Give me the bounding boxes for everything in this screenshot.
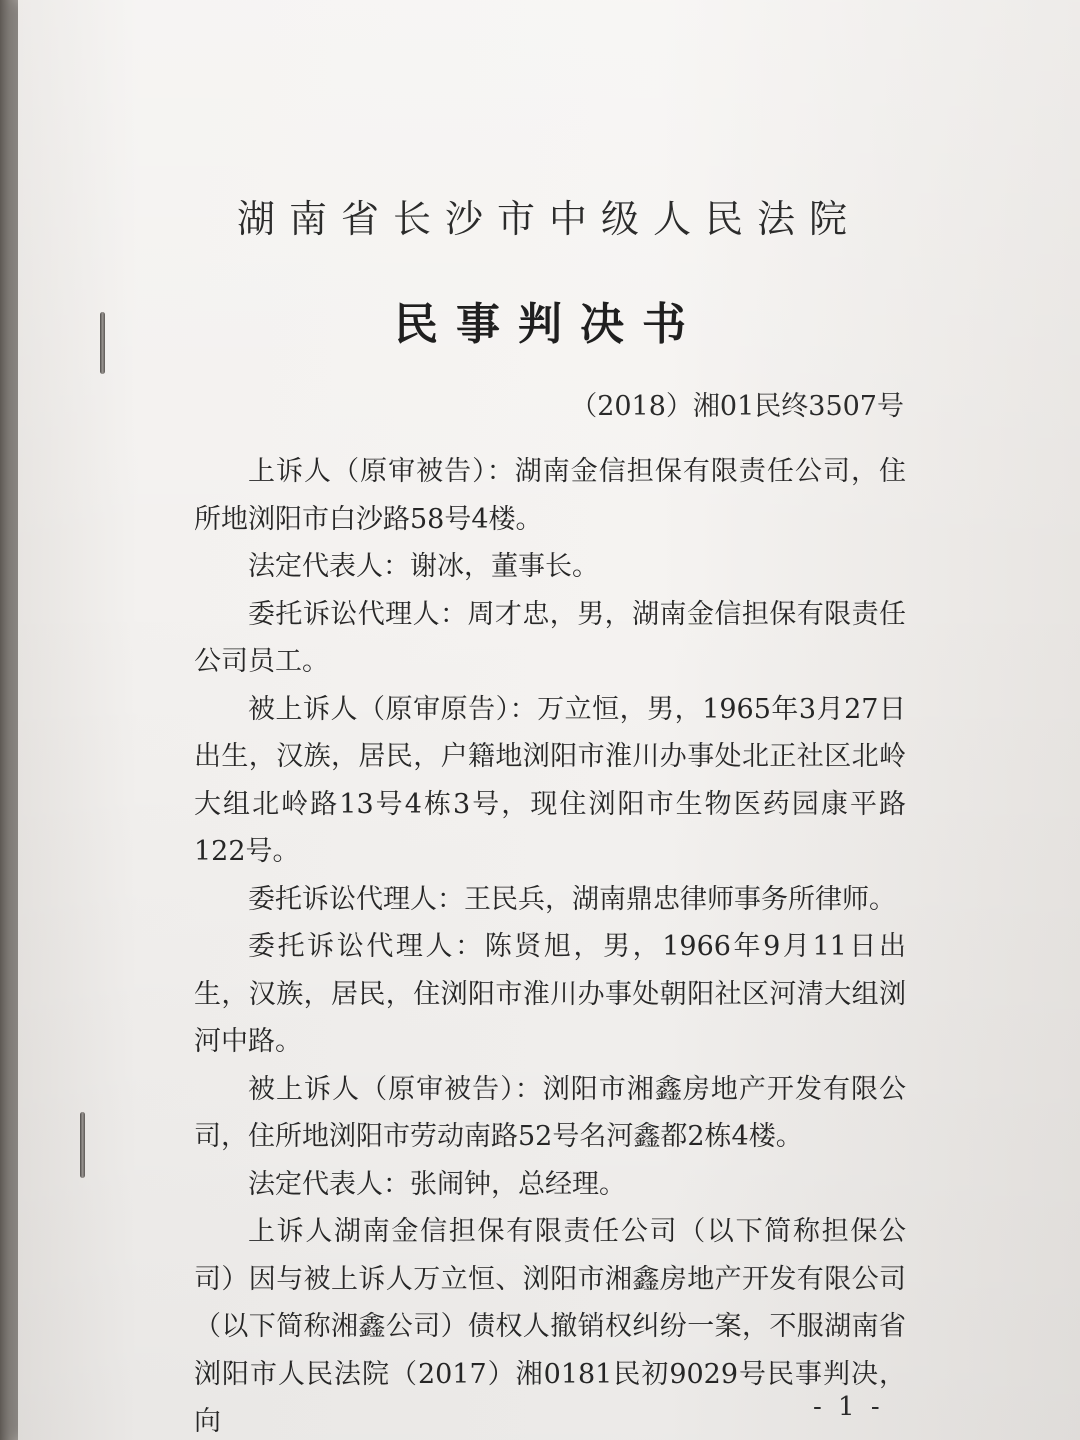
court-name: 湖南省长沙市中级人民法院 <box>236 197 861 241</box>
paragraph-appellee-2-legal-rep: 法定代表人：张闹钟，总经理。 <box>248 1168 626 1200</box>
paragraph-appellee-1: 被上诉人（原审原告）：万立恒，男，1965年3月27日出生，汉族，居民，户籍地浏阳市淮川办事处北正社区北岭大组北岭路13号4栋3号，现住浏阳市生物医药园康平路122号。 <box>194 693 906 867</box>
paragraph-appellee-2: 被上诉人（原审被告）：浏阳市湘鑫房地产开发有限公司，住所地浏阳市劳动南路52号名河鑫都2栋4楼。 <box>194 1073 906 1152</box>
staple-bottom <box>80 1112 85 1178</box>
paragraph-appellant-agent: 委托诉讼代理人：周才忠，男，湖南金信担保有限责任公司员工。 <box>194 598 906 677</box>
page-number: - 1 - <box>813 1392 884 1422</box>
paragraph-appellant: 上诉人（原审被告）：湖南金信担保有限责任公司，住所地浏阳市白沙路58号4楼。 <box>194 456 906 535</box>
case-number: （2018）湘01民终3507号 <box>570 391 904 422</box>
document-page <box>18 0 1080 1440</box>
paragraph-appellee-1-agent-2: 委托诉讼代理人：陈贤旭，男，1966年9月11日出生，汉族，居民，住浏阳市淮川办事处朝阳社区河清大组浏河中路。 <box>194 931 906 1057</box>
paragraph-appellee-1-agent-1: 委托诉讼代理人：王民兵，湖南鼎忠律师事务所律师。 <box>248 883 896 915</box>
paragraph-case-summary: 上诉人湖南金信担保有限责任公司（以下简称担保公司）因与被上诉人万立恒、浏阳市湘鑫房地产开发有限公司（以下简称湘鑫公司）债权人撤销权纠纷一案，不服湖南省浏阳市人民法院（2017）湘0181民初9029号民事判决，向 <box>194 1216 906 1437</box>
judgment-body <box>194 448 906 1440</box>
document-title: 民事判决书 <box>394 299 704 350</box>
paragraph-appellant-legal-rep: 法定代表人：谢冰，董事长。 <box>248 551 599 582</box>
